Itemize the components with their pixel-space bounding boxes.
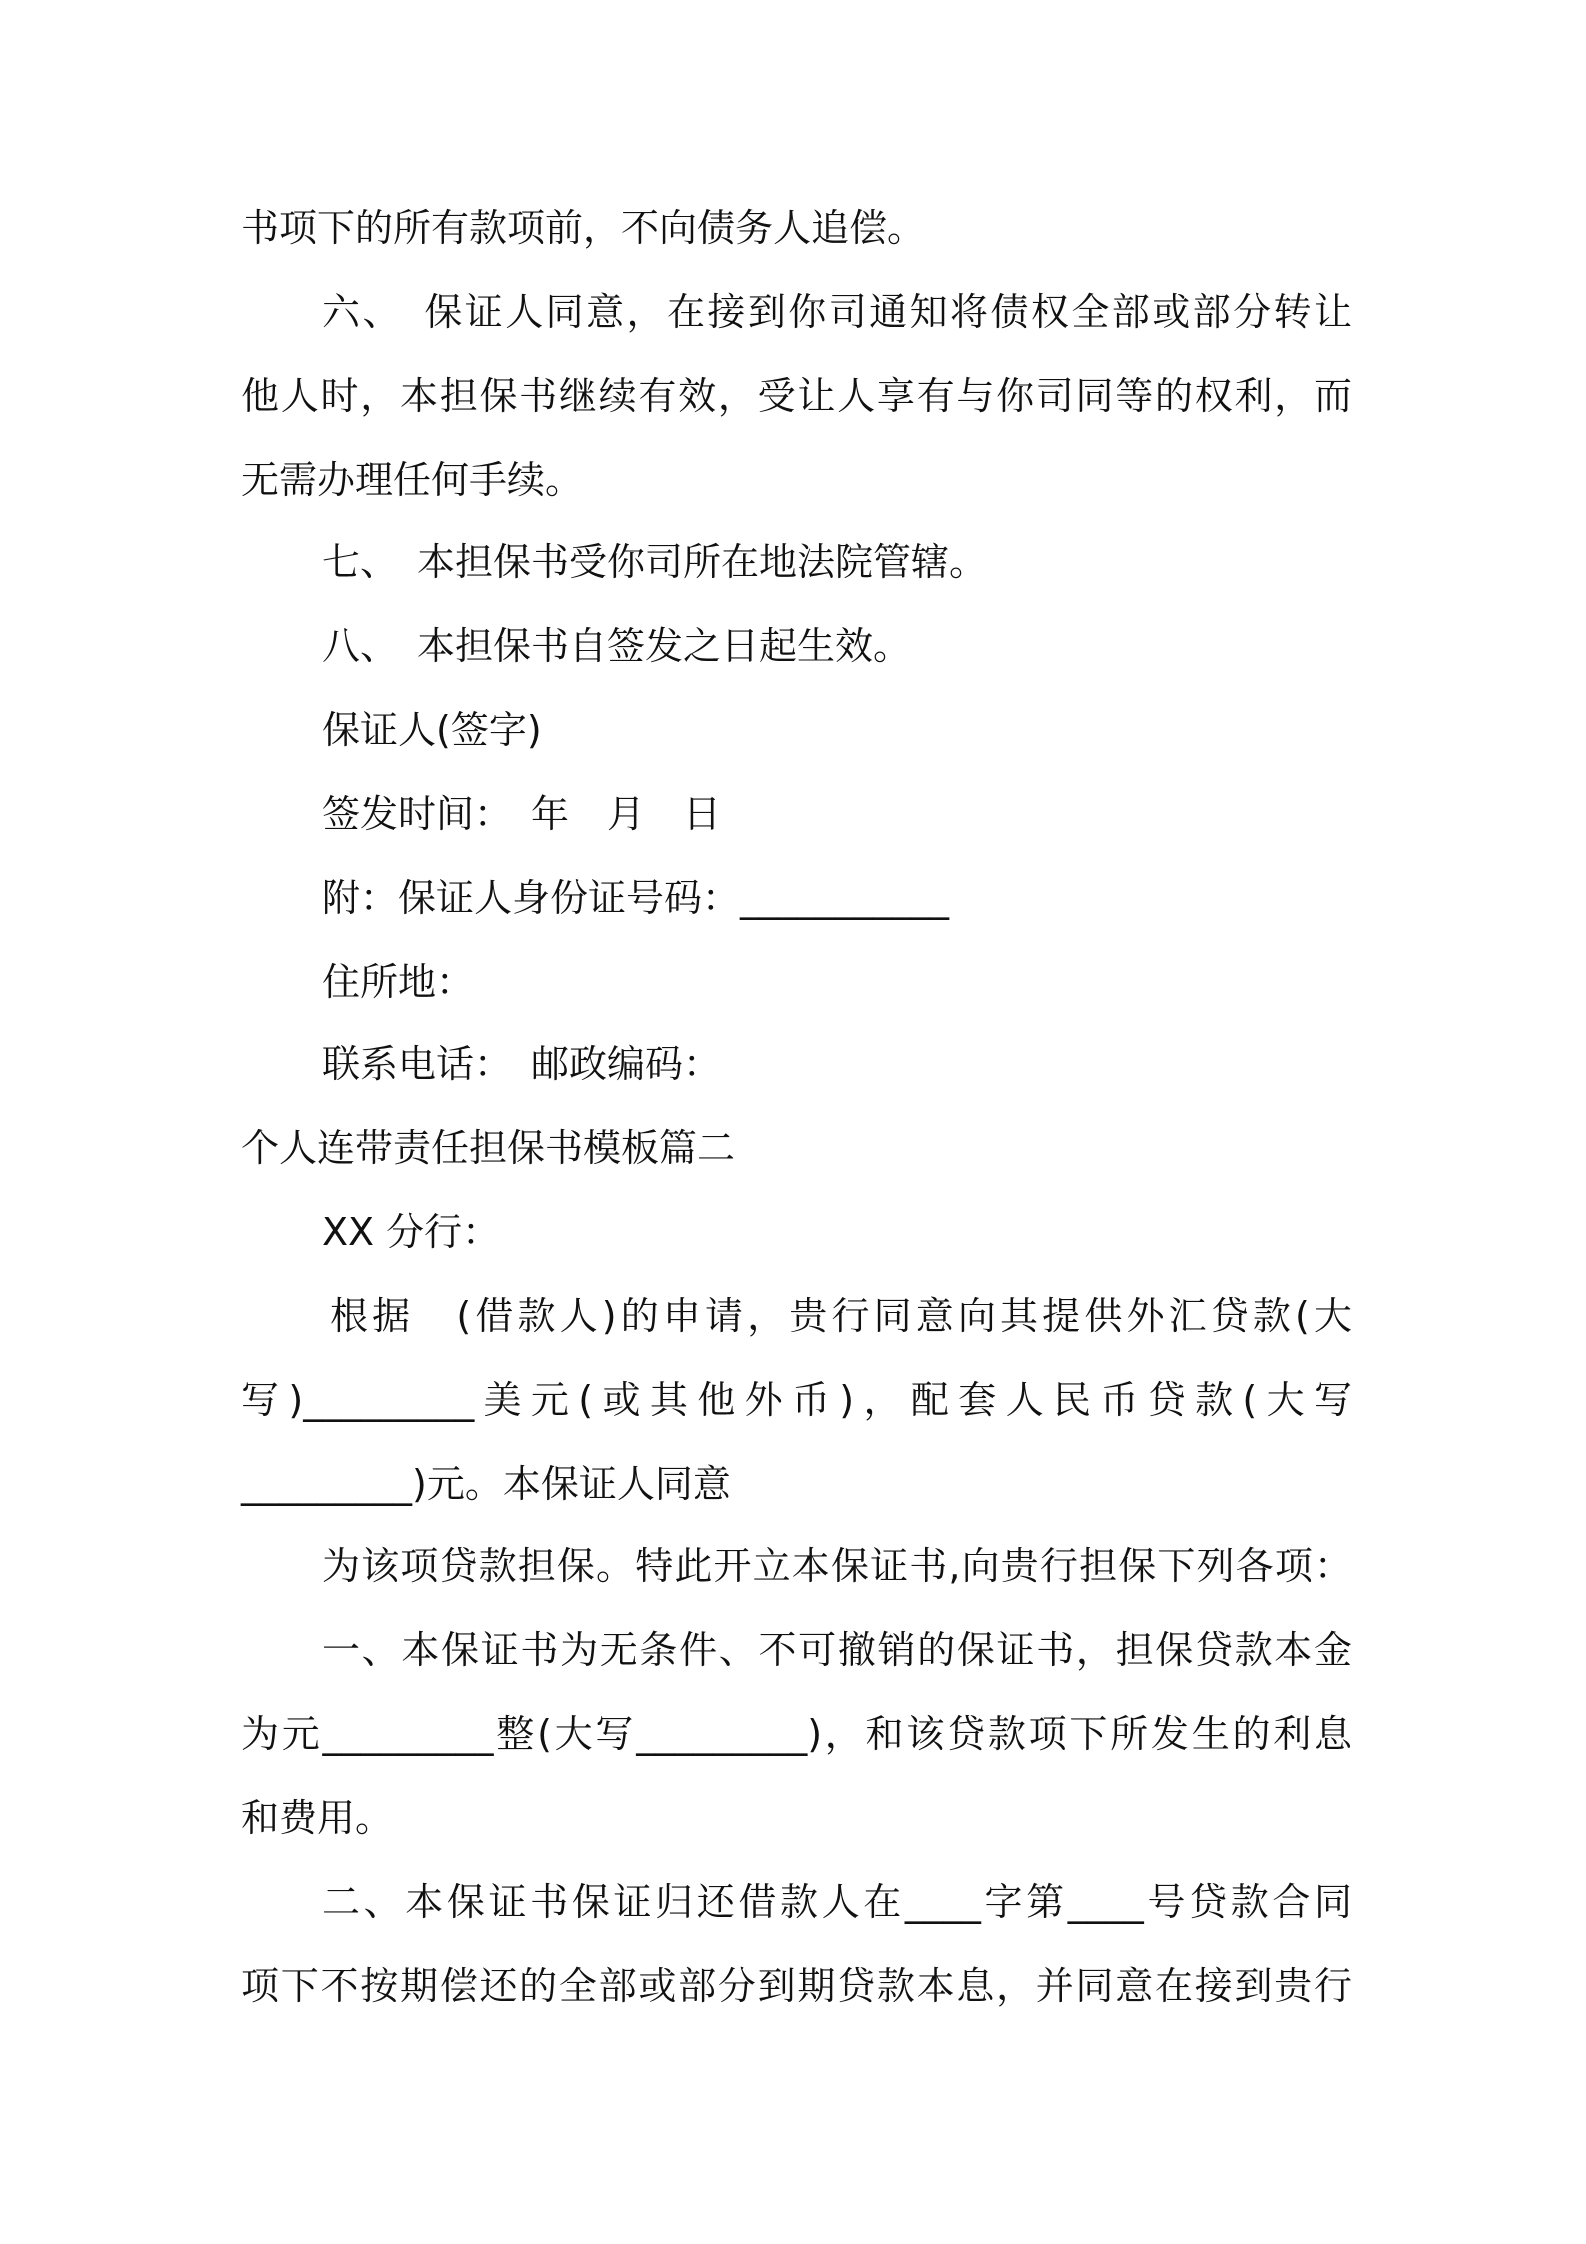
clause-one-line-1: 一、本保证书为无条件、不可撤销的保证书，担保贷款本金 <box>322 1628 1352 1672</box>
section-heading: 个人连带责任担保书模板篇二 <box>241 1126 736 1170</box>
intro-line-4: 为该项贷款担保。特此开立本保证书,向贵行担保下列各项： <box>322 1544 1352 1588</box>
clause-six-line-3: 无需办理任何手续。 <box>241 458 584 502</box>
guarantor-id-number-label: 附：保证人身份证号码：___________ <box>322 876 950 920</box>
clause-seven: 七、 本担保书受你司所在地法院管辖。 <box>322 540 988 584</box>
clause-two-line-1: 二、本保证书保证归还借款人在____字第____号贷款合同 <box>322 1880 1352 1924</box>
clause-six-line-1: 六、 保证人同意，在接到你司通知将债权全部或部分转让 <box>322 290 1352 334</box>
addressee: XX 分行： <box>322 1210 501 1254</box>
clause-two-line-2: 项下不按期偿还的全部或部分到期贷款本息，并同意在接到贵行 <box>241 1964 1352 2008</box>
intro-line-1: 根据 (借款人)的申请，贵行同意向其提供外汇贷款(大 <box>330 1294 1352 1338</box>
clause-eight: 八、 本担保书自签发之日起生效。 <box>322 624 912 668</box>
issue-date-label: 签发时间： 年 月 日 <box>322 792 722 836</box>
clause-one-line-3: 和费用。 <box>241 1796 394 1840</box>
clause-one-line-2: 为元_________整(大写_________)，和该贷款项下所发生的利息 <box>241 1712 1352 1756</box>
intro-line-3: _________)元。本保证人同意 <box>241 1462 731 1506</box>
guarantor-signature-label: 保证人(签字) <box>322 708 542 752</box>
residence-label: 住所地： <box>322 960 475 1004</box>
clause-six-line-2: 他人时，本担保书继续有效，受让人享有与你司同等的权利，而 <box>241 374 1352 418</box>
text-line: 书项下的所有款项前，不向债务人追偿。 <box>241 206 926 250</box>
contact-phone-postcode-label: 联系电话： 邮政编码： <box>322 1042 722 1086</box>
intro-line-2: 写)_________美元(或其他外币)，配套人民币贷款(大写 <box>241 1378 1352 1422</box>
